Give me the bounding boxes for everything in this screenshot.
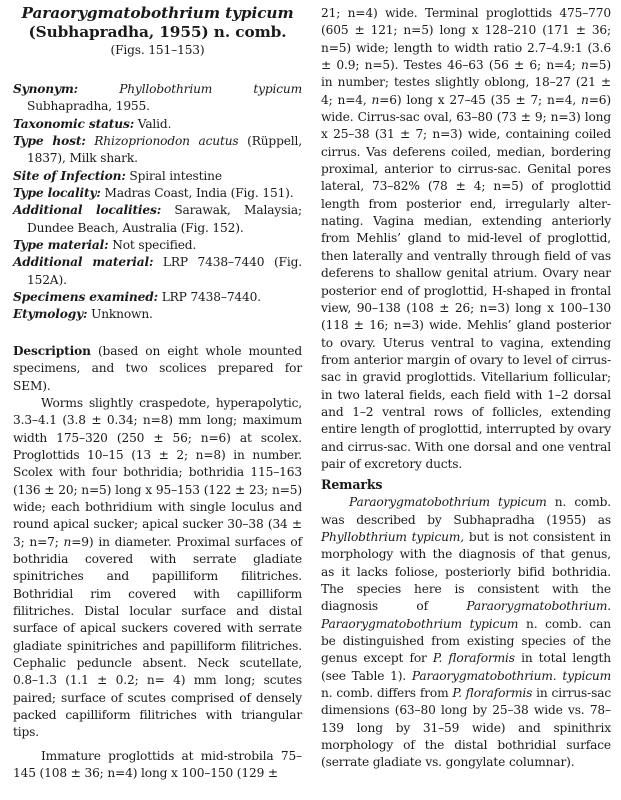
left-column xyxy=(13,4,302,782)
remarks-text: in total length (see Table 1). xyxy=(321,651,611,683)
remarks-italic: Paraorygmatobothrium typicum xyxy=(321,616,519,631)
field-value-text: Madras Coast, India (Fig. 151). xyxy=(100,186,294,201)
field-synonym xyxy=(13,81,302,116)
field-label: Additional material: xyxy=(13,255,154,270)
species-authority: (Subhapradha, 1955) n. comb. xyxy=(28,23,287,41)
remarks-text: n. comb. can be distinguished from existing species of the genus except for xyxy=(321,616,611,666)
description-paragraph xyxy=(13,395,302,742)
remarks-italic: P. floraformis xyxy=(452,686,533,701)
field-value-italic: Phyllobothrium typicum xyxy=(119,82,302,96)
description-italic: n xyxy=(581,92,589,107)
description-text: =5) in number; testes slightly oblong, 18–27 (21 ± 4; n=4, xyxy=(321,58,611,107)
field-label: Additional localities: xyxy=(13,203,162,218)
field-value-text: Sarawak, Malaysia; Dundee Beach, Australia (Fig. 152). xyxy=(27,203,302,235)
field-etymology xyxy=(13,306,302,323)
description-heading: Description xyxy=(13,343,91,358)
remarks-italic: Paraorygmatobothrium. typicum xyxy=(411,668,611,683)
remarks-italic: Paraorygmatobothrium typicum xyxy=(349,495,547,510)
field-label: Type material: xyxy=(13,238,109,253)
remarks-text: but is not consistent in morphology with the diagnosis of that genus, as it lacks foliose, posteriorly bifid bothridia. The species here is consistent with the diagnosis of xyxy=(321,529,611,614)
remarks-italic: Phyllobthrium typicum, xyxy=(321,529,465,544)
field-label: Etymology: xyxy=(13,307,88,322)
species-title xyxy=(13,4,302,42)
species-name xyxy=(13,4,302,23)
field-type-host xyxy=(13,133,302,168)
remarks-italic: Paraorygmatobothrium. xyxy=(466,599,611,614)
field-label: Type host: xyxy=(13,134,86,149)
field-value-text: LRP 7438–7440. xyxy=(157,290,261,305)
field-specimens-examined xyxy=(13,289,302,306)
field-value-text: Unknown. xyxy=(87,307,153,322)
remarks-italic: P. floraformis xyxy=(432,651,515,666)
description-text: =6) long x 27–45 (35 ± 7; n=4, xyxy=(379,92,581,107)
description-italic: n xyxy=(63,534,72,549)
field-label: Site of Infection: xyxy=(13,168,126,183)
description-intro xyxy=(13,343,302,395)
field-value-text: Not specified. xyxy=(108,238,197,253)
remarks-text: n. comb. differs from xyxy=(321,686,453,701)
taxonomic-fields xyxy=(13,81,302,324)
description-italic: n xyxy=(371,92,380,107)
field-taxonomic-status xyxy=(13,116,302,133)
field-value-text: Subhapradha, 1955. xyxy=(27,99,150,114)
field-value-text: Valid. xyxy=(134,116,172,131)
field-additional-localities xyxy=(13,202,302,237)
remarks-heading: Remarks xyxy=(321,477,383,493)
field-type-locality xyxy=(13,185,302,202)
field-value-italic: Rhizoprionodon acutus xyxy=(94,134,239,149)
description-text: =6) wide. Cirrus-sac oval, 63–80 (73 ± 9; n=3) long x 25–38 (31 ± 7; n=3) wide, containing coiled cirrus. Vas deferens coiled, median, bordering proximal, anterior to cirrus-sac. Genital pores lateral, 73–82% (78 ± 4; n=5) of proglottid length from posterior end, irregularly alternating. Vagina median, extending anteriorly from Mehlis’ gland to mid-level of proglottid, then laterally and ventrally through field of vas deferens to shallow genital atrium. Ovary near posterior end of proglottid, H-shaped in frontal view, 90–138 (108 ± 26; n=3) long x 100–130 (118 ± 16; n=3) wide. Mehlis’ gland posterior to ovary. Uterus ventral to vagina, extending from anterior margin of ovary to level of cirrus-sac in gravid proglottids. Vitellarium follicular; in two lateral fields, each field with 1–2 dorsal and 1–2 ventral rows of follicles, extending entire length of proglottid, interrupted by ovary and cirrus-sac. With one dorsal and one ventral pair of excretory ducts. xyxy=(321,92,611,471)
field-value-text: LRP 7438–7440 (Fig. 152A). xyxy=(27,255,302,287)
right-column xyxy=(321,5,611,772)
species-name-text: Paraorygmatobothrium typicum xyxy=(21,4,294,22)
field-label: Taxonomic status: xyxy=(13,116,135,131)
figure-reference: (Figs. 151–153) xyxy=(110,43,205,57)
remarks-paragraph xyxy=(321,494,611,772)
field-value-text xyxy=(86,134,95,148)
description-paragraph-start xyxy=(13,748,302,783)
field-label: Specimens examined: xyxy=(13,290,158,305)
field-label: Type locality: xyxy=(13,186,101,201)
field-value-text xyxy=(78,82,119,96)
field-value-text: Spiral intestine xyxy=(125,168,222,183)
description-intro-text: (based on eight whole mounted specimens, and two scolices prepared for SEM). xyxy=(13,343,302,393)
description-text: Worms slightly craspedote, hyperapolytic, 3.3–4.1 (3.8 ± 0.34; n=8) mm long; maximum width 175–320 (250 ± 56; n=6) at scolex. Proglottids 10–15 (13 ± 2; n=8) in number. Scolex with four bothridia; bothridia 115–163 (136 ± 20; n=5) long x 95–153 (122 ± 23; n=5) wide; each bothridium with single loculus and round apical sucker; apical sucker 30–38 (34 ± 3; n=7; xyxy=(13,395,302,549)
description-text: =9) in diameter. Proximal surfaces of bothridia covered with serrate gladiate spinitriches and papilliform filitriches. Bothridial rim covered with capilliform filitriches. Distal locular surface and distal surface of apical suckers covered with serrate gladiate spinitriches and papilliform filitriches. Cephalic peduncle absent. Neck scutellate, 0.8–1.3 (1.1 ± 0.2; n= 4) mm long; scutes paired; surface of scutes comprised of densely packed capilliform filitriches with triangular tips. xyxy=(13,534,302,740)
remarks-text: n. comb. was described by Subhapradha (1955) as xyxy=(321,495,611,527)
field-label: Synonym: xyxy=(13,82,79,96)
description-paragraph-continued xyxy=(321,5,611,473)
field-type-material xyxy=(13,237,302,254)
field-additional-material xyxy=(13,254,302,289)
field-site-of-infection xyxy=(13,168,302,185)
description-italic: n xyxy=(581,58,589,73)
field-value-text: (Rüppell, 1837), Milk shark. xyxy=(27,134,303,166)
description-text: 21; n=4) wide. Terminal proglottids 475–770 (605 ± 121; n=5) long x 128–210 (171 ± 36; n=5) wide; length to width ratio 2.7–4.9:1 (3.6 ± 0.9; n=5). Testes 46–63 (56 ± 6; n=4; xyxy=(321,6,611,73)
description-text: Immature proglottids at mid-strobila 75–145 (108 ± 36; n=4) long x 100–150 (129 ± xyxy=(13,748,302,781)
remarks-text: in cirrus-sac dimensions (63–80 long by 25–38 wide vs. 78–139 long by 31–59 wide) and spinithrix morphology of the distal bothridial surface (serrate gladiate vs. gongylate columnar). xyxy=(321,686,611,770)
